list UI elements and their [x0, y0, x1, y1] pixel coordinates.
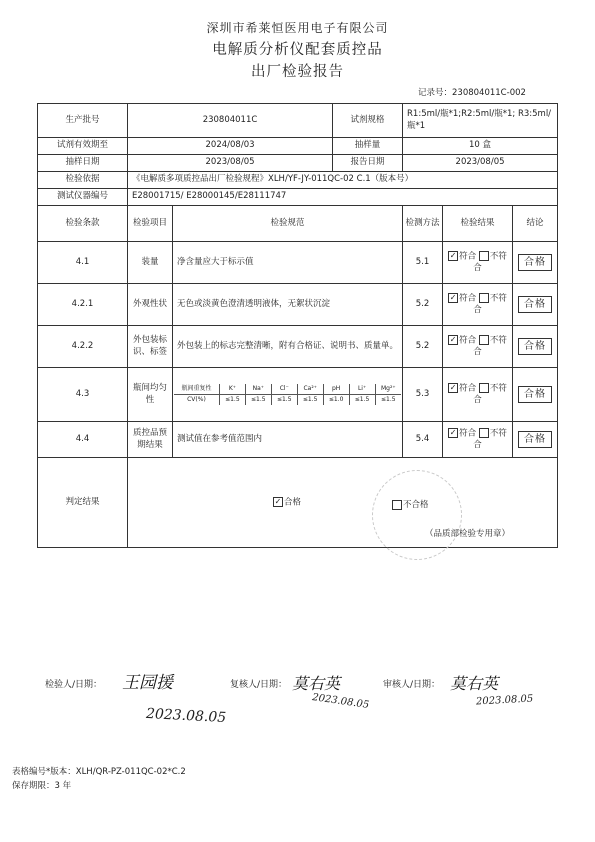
row-result: ✓ 符合 不符合 [443, 284, 513, 326]
col-result: 检验结果 [443, 206, 513, 242]
report-title-line2: 出厂检验报告 [251, 64, 344, 80]
cv-value: ≤1.5 [271, 395, 297, 405]
sampling-date-label: 抽样日期 [38, 155, 128, 172]
row-method: 5.1 [403, 242, 443, 284]
checked-box-icon: ✓ [449, 293, 457, 303]
instrument-row [38, 189, 558, 206]
table-row [38, 326, 558, 368]
row-method: 5.4 [403, 422, 443, 458]
column-header-row [38, 206, 558, 242]
row-method: 5.3 [403, 368, 443, 422]
approver-signature: 莫右英 [450, 674, 499, 693]
spec-value: R1:5ml/瓶*1;R2:5ml/瓶*1; R3:5ml/瓶*1 [403, 104, 558, 138]
row-clause: 4.2.2 [38, 326, 128, 368]
basis-value: 《电解质多项质控品出厂检验规程》XLH/YF-JY-011QC-02 C.1（版本号） [128, 172, 558, 189]
batch-value: 230804011C [128, 104, 333, 138]
record-number [418, 86, 526, 98]
checkbox-icon [479, 335, 489, 345]
cv-value: ≤1.5 [219, 395, 245, 405]
ion-header: K⁺ [219, 384, 245, 394]
row-verdict: 合格 [513, 284, 558, 326]
instrument-label: 测试仪器编号 [38, 189, 128, 206]
cv-value: ≤1.0 [323, 395, 349, 405]
cv-value: ≤1.5 [349, 395, 375, 405]
col-method: 检测方法 [403, 206, 443, 242]
expiry-label: 试剂有效期至 [38, 138, 128, 155]
reviewer-signature: 莫右英 [292, 674, 341, 693]
report-title-line1: 电解质分析仪配套质控品 [212, 42, 383, 58]
company-name: 深圳市希莱恒医用电子有限公司 [206, 21, 389, 35]
basis-row [38, 172, 558, 189]
inspection-table [37, 103, 558, 548]
form-number: 表格编号*版本：XLH/QR-PZ-011QC-02*C.2 [12, 767, 186, 777]
ion-header: Ca²⁺ [297, 384, 323, 394]
report-date-value: 2023/08/05 [403, 155, 558, 172]
record-number-value: 230804011C-002 [452, 88, 526, 98]
ion-header: pH [323, 384, 349, 394]
row-item: 质控品预期结果 [128, 422, 173, 458]
cv-value: ≤1.5 [380, 396, 396, 403]
checked-box-icon: ✓ [449, 335, 457, 345]
sampling-date-value: 2023/08/05 [128, 155, 333, 172]
inspection-stamp [372, 470, 462, 560]
cv-value: ≤1.5 [245, 395, 271, 405]
inspector-signature: 王园援 [122, 673, 173, 693]
row-method: 5.2 [403, 284, 443, 326]
row-result: ✓ 符合 不符合 [443, 368, 513, 422]
ion-header: Li⁺ [349, 384, 375, 394]
reviewer-date: 2023.08.05 [311, 692, 370, 711]
retention-period: 保存期限：3 年 [12, 781, 72, 791]
table-row [38, 422, 558, 458]
row-requirement: 测试值在参考值范围内 [173, 422, 403, 458]
judgement-label: 判定结果 [38, 458, 128, 548]
checkbox-icon [479, 428, 489, 438]
row-clause: 4.1 [38, 242, 128, 284]
row-verdict: 合格 [513, 422, 558, 458]
row-verdict: 合格 [513, 368, 558, 422]
row-verdict: 合格 [513, 242, 558, 284]
approver-date: 2023.08.05 [475, 693, 534, 708]
checkbox-icon [479, 383, 489, 393]
row-method: 5.2 [403, 326, 443, 368]
checkbox-icon [479, 293, 489, 303]
sample-qty-value: 10 盒 [403, 138, 558, 155]
expiry-row [38, 138, 558, 155]
inspector-date: 2023.08.05 [145, 705, 227, 727]
batch-label: 生产批号 [38, 104, 128, 138]
row-clause: 4.4 [38, 422, 128, 458]
row-clause: 4.3 [38, 368, 128, 422]
col-clause: 检验条款 [38, 206, 128, 242]
stamp-note: （品质部检验专用章） [425, 529, 511, 539]
judgement-result: ✓ 合格 [128, 458, 558, 548]
checkbox-icon [479, 251, 489, 261]
row-item: 外包装标识、标签 [128, 326, 173, 368]
checked-box-icon: ✓ [274, 496, 282, 506]
checkbox-icon [392, 500, 402, 510]
instrument-value: E28001715/ E28000145/E28111747 [128, 189, 558, 206]
spec-label: 试剂规格 [333, 104, 403, 138]
row-result: ✓ 符合 不符合 [443, 242, 513, 284]
row-requirement: 无色或淡黄色澄清透明液体，无絮状沉淀 [173, 284, 403, 326]
row-clause: 4.2.1 [38, 284, 128, 326]
ion-header: Mg²⁺ [375, 384, 401, 394]
report-date-label: 报告日期 [333, 155, 403, 172]
row-item: 装量 [128, 242, 173, 284]
checked-box-icon: ✓ [449, 383, 457, 393]
col-conclusion: 结论 [513, 206, 558, 242]
expiry-value: 2024/08/03 [128, 138, 333, 155]
table-row [38, 242, 558, 284]
uniformity-spec [173, 368, 403, 422]
cv-label: CV(%) [174, 395, 219, 405]
uniformity-row-label: 瓶间重复性 [174, 384, 219, 394]
record-number-label: 记录号： [418, 88, 453, 98]
row-result: ✓ 符合 不符合 [443, 326, 513, 368]
sampling-row [38, 155, 558, 172]
row-item: 外观性状 [128, 284, 173, 326]
judgement-fail-option: 不合格 [392, 498, 429, 510]
col-item: 检验项目 [128, 206, 173, 242]
cv-value: ≤1.5 [297, 395, 323, 405]
ion-header: Na⁺ [245, 384, 271, 394]
row-item: 瓶间均匀性 [128, 368, 173, 422]
batch-row [38, 104, 558, 138]
col-requirement: 检验规范 [173, 206, 403, 242]
reviewer-label: 复核人/日期： [230, 680, 288, 690]
checked-box-icon: ✓ [449, 251, 457, 261]
table-row [38, 368, 558, 422]
row-requirement: 净含量应大于标示值 [173, 242, 403, 284]
table-row [38, 284, 558, 326]
basis-label: 检验依据 [38, 172, 128, 189]
checked-box-icon: ✓ [449, 428, 457, 438]
row-result: ✓ 符合 不符合 [443, 422, 513, 458]
ion-header: Cl⁻ [271, 384, 297, 394]
row-requirement: 外包装上的标志完整清晰，附有合格证、说明书、质量单。 [173, 326, 403, 368]
inspector-label: 检验人/日期： [45, 680, 103, 690]
row-verdict: 合格 [513, 326, 558, 368]
approver-label: 审核人/日期： [383, 680, 441, 690]
uniformity-table [174, 384, 401, 405]
sample-qty-label: 抽样量 [333, 138, 403, 155]
